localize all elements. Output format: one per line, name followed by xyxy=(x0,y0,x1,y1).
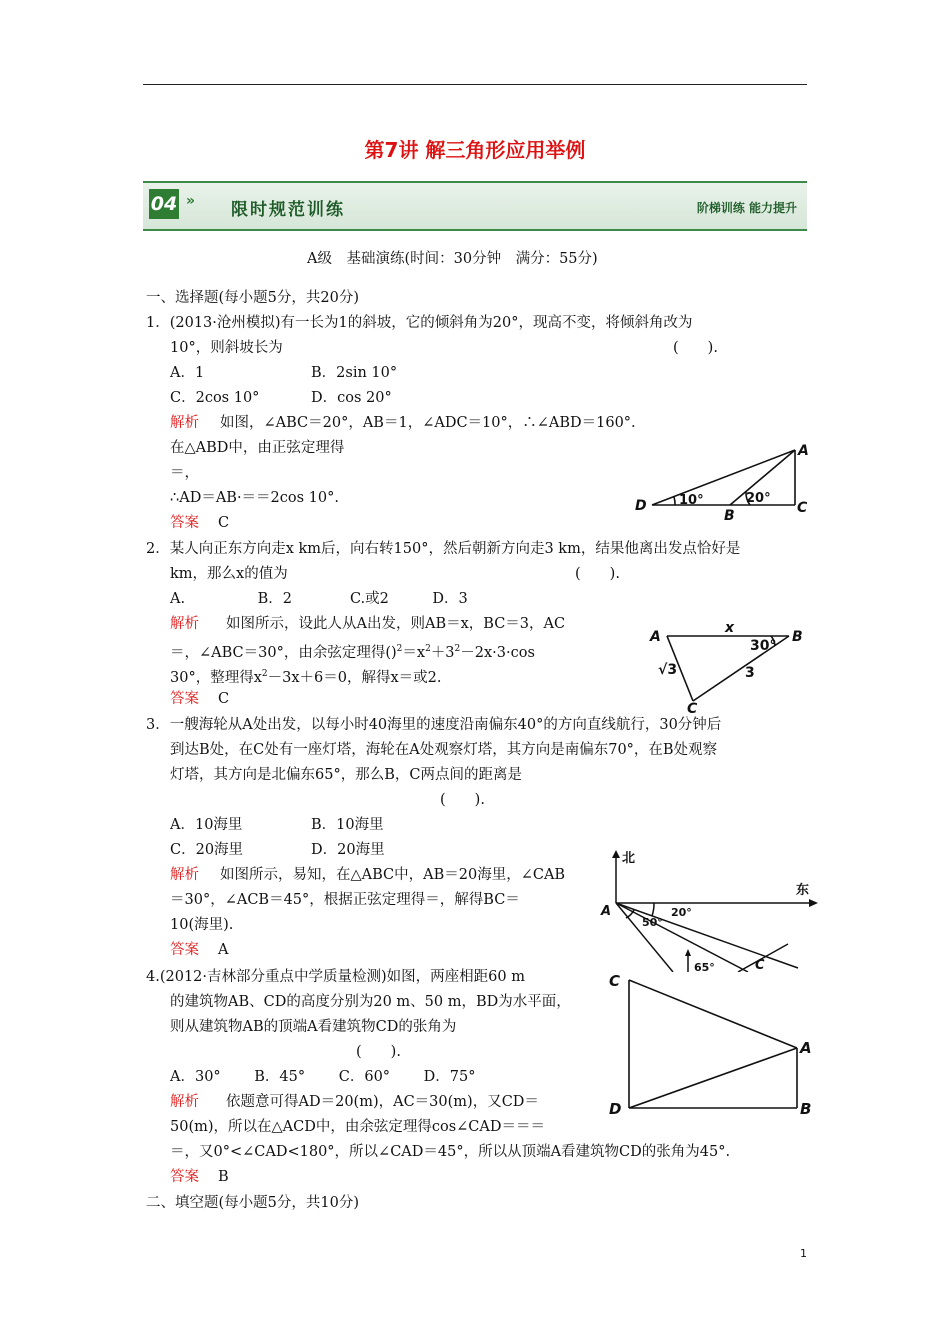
q3-analysis-3: 10(海里). xyxy=(170,917,234,933)
q4-analysis-label: 解析 xyxy=(170,1094,199,1110)
q1-fig-angle-10: 10° xyxy=(679,493,704,508)
q3-fig-label-a: A xyxy=(601,904,612,919)
q2-line1: 2．某人向正东方向走x km后，向右转150°，然后朝新方向走3 km，结果他离出发点恰好是 xyxy=(146,541,741,557)
q2-options: A. B．2 C.或2 D．3 xyxy=(170,591,468,607)
q1-line2: 10°，则斜坡长为 xyxy=(170,340,283,356)
q1-option-c: C．2cos 10° xyxy=(170,390,260,406)
q1-analysis-2: 在△ABD中，由正弦定理得 xyxy=(170,440,345,456)
q1-fig-angle-20: 20° xyxy=(746,491,771,506)
q3-analysis-2: ＝30°，∠ACB＝45°，根据正弦定理得＝，解得BC＝ xyxy=(170,892,520,908)
q1-option-b: B．2sin 10° xyxy=(311,365,398,381)
q1-line1: 1．(2013·沧州模拟)有一长为1的斜坡，它的倾斜角为20°，现高不变，将倾斜角改为 xyxy=(146,315,693,331)
q1-fig-label-b: B xyxy=(724,508,735,520)
q3-option-a: A．10海里 xyxy=(170,817,243,833)
q3-option-c: C．20海里 xyxy=(170,842,244,858)
q2-line2: km，那么x的值为 xyxy=(170,566,288,582)
q4-fig-label-a: A xyxy=(800,1039,812,1057)
q2-fig-label-b: B xyxy=(792,629,803,645)
q4-figure xyxy=(605,970,820,1120)
q2-analysis-label: 解析 xyxy=(170,616,199,632)
q4-answer: B xyxy=(218,1169,229,1185)
q1-analysis-3: ＝， xyxy=(170,465,199,481)
q4-line1: 4.(2012·吉林部分重点中学质量检测)如图，两座相距60 m xyxy=(146,969,525,985)
q2-fig-label-a: A xyxy=(650,629,661,645)
q1-fig-label-a: A xyxy=(798,443,809,459)
banner-title: 限时规范训练 xyxy=(231,200,345,220)
q3-fig-north: 北 xyxy=(622,851,636,866)
q2-fig-side-3: 3 xyxy=(745,665,755,681)
q4-analysis-1: 依题意可得AD＝20(m)，AC＝30(m)，又CD＝ xyxy=(226,1094,539,1110)
q1-option-d: D．cos 20° xyxy=(311,390,392,406)
q4-line2: 的建筑物AB、CD的高度分别为20 m、50 m，BD为水平面， xyxy=(170,994,571,1010)
q3-answer-label: 答案 xyxy=(170,942,199,958)
q4-fig-label-b: B xyxy=(800,1100,812,1118)
level-heading: A级 基础演练(时间：30分钟 满分：55分) xyxy=(307,251,598,267)
q1-analysis-label: 解析 xyxy=(170,415,199,431)
q4-analysis-3: ＝，又0°<∠CAD<180°，所以∠CAD＝45°，所以从顶端A看建筑物CD的张角为45°. xyxy=(170,1144,731,1160)
q1-analysis-4: ∴AD＝AB·＝＝2cos 10°. xyxy=(170,490,339,506)
q4-paren: ( ). xyxy=(356,1044,401,1060)
q1-fig-label-c: C xyxy=(797,500,808,516)
q3-fig-angle-65: 65° xyxy=(694,961,715,972)
q3-analysis-1: 如图所示，易知，在△ABC中，AB＝20海里，∠CAB xyxy=(220,867,566,883)
q1-fig-label-d: D xyxy=(635,498,647,514)
q3-analysis-label: 解析 xyxy=(170,867,199,883)
q2-fig-label-x: x xyxy=(725,620,735,636)
q3-option-d: D．20海里 xyxy=(311,842,385,858)
banner-number: 04 xyxy=(149,189,179,219)
q2-analysis-3: 30°，整理得$x^2-3x+6=0$，解得x＝或2. xyxy=(170,669,442,686)
q4-options: A．30° B．45° C．60° D．75° xyxy=(170,1069,476,1085)
q2-answer-label: 答案 xyxy=(170,691,199,707)
q2-figure xyxy=(645,618,815,713)
q2-fig-label-c: C xyxy=(687,701,698,713)
q3-fig-angle-50: 50° xyxy=(642,916,663,929)
header-rule xyxy=(143,84,807,85)
q3-paren: ( ). xyxy=(440,792,485,808)
q2-analysis-2: ＝，∠ABC＝30°，由余弦定理得$()^2=x^2+3^2-2x\cdot 3\cdot\cos$ xyxy=(170,644,535,661)
q1-answer-label: 答案 xyxy=(170,515,199,531)
q1-figure xyxy=(630,438,815,520)
section-heading-1: 一、选择题(每小题5分，共20分) xyxy=(146,290,359,306)
page-title: 第7讲 解三角形应用举例 xyxy=(364,138,586,162)
q1-analysis-1: 如图，∠ABC＝20°，AB＝1，∠ADC＝10°，∴∠ABD＝160°. xyxy=(220,415,636,431)
q1-answer: C xyxy=(218,515,230,531)
q3-line2: 到达B处，在C处有一座灯塔，海轮在A处观察灯塔，其方向是南偏东70°，在B处观察 xyxy=(170,742,718,758)
q3-line3: 灯塔，其方向是北偏东65°，那么B，C两点间的距离是 xyxy=(170,767,522,783)
q4-analysis-2: 50(m)，所以在△ACD中，由余弦定理得cos∠CAD＝＝＝ xyxy=(170,1119,545,1135)
q1-paren: ( ). xyxy=(673,340,718,356)
q2-paren: ( ). xyxy=(575,566,620,582)
q4-answer-label: 答案 xyxy=(170,1169,199,1185)
q2-analysis-1: 如图所示，设此人从A出发，则AB＝x，BC＝3，AC xyxy=(226,616,566,632)
banner-arrow-icon: » xyxy=(186,193,196,209)
q3-fig-east: 东 xyxy=(796,883,810,898)
q4-fig-label-d: D xyxy=(609,1100,622,1118)
q4-fig-label-c: C xyxy=(609,972,621,990)
page-number: 1 xyxy=(800,1247,807,1260)
section-banner xyxy=(143,181,807,231)
q3-option-b: B．10海里 xyxy=(311,817,384,833)
q2-fig-side-root3: √3 xyxy=(658,662,678,678)
q3-answer: A xyxy=(218,942,229,958)
q3-fig-label-c: C xyxy=(755,958,765,972)
q4-line3: 则从建筑物AB的顶端A看建筑物CD的张角为 xyxy=(170,1019,457,1035)
q1-option-a: A．1 xyxy=(170,365,205,381)
q3-line1: 3．一艘海轮从A处出发，以每小时40海里的速度沿南偏东40°的方向直线航行，30分钟后 xyxy=(146,717,722,733)
q3-figure xyxy=(598,848,823,972)
banner-subtitle: 阶梯训练 能力提升 xyxy=(696,201,797,215)
section-heading-2: 二、填空题(每小题5分，共10分) xyxy=(146,1195,359,1211)
q3-fig-angle-20: 20° xyxy=(671,906,692,919)
q2-answer: C xyxy=(218,691,230,707)
q2-fig-angle: 30° xyxy=(750,638,777,654)
